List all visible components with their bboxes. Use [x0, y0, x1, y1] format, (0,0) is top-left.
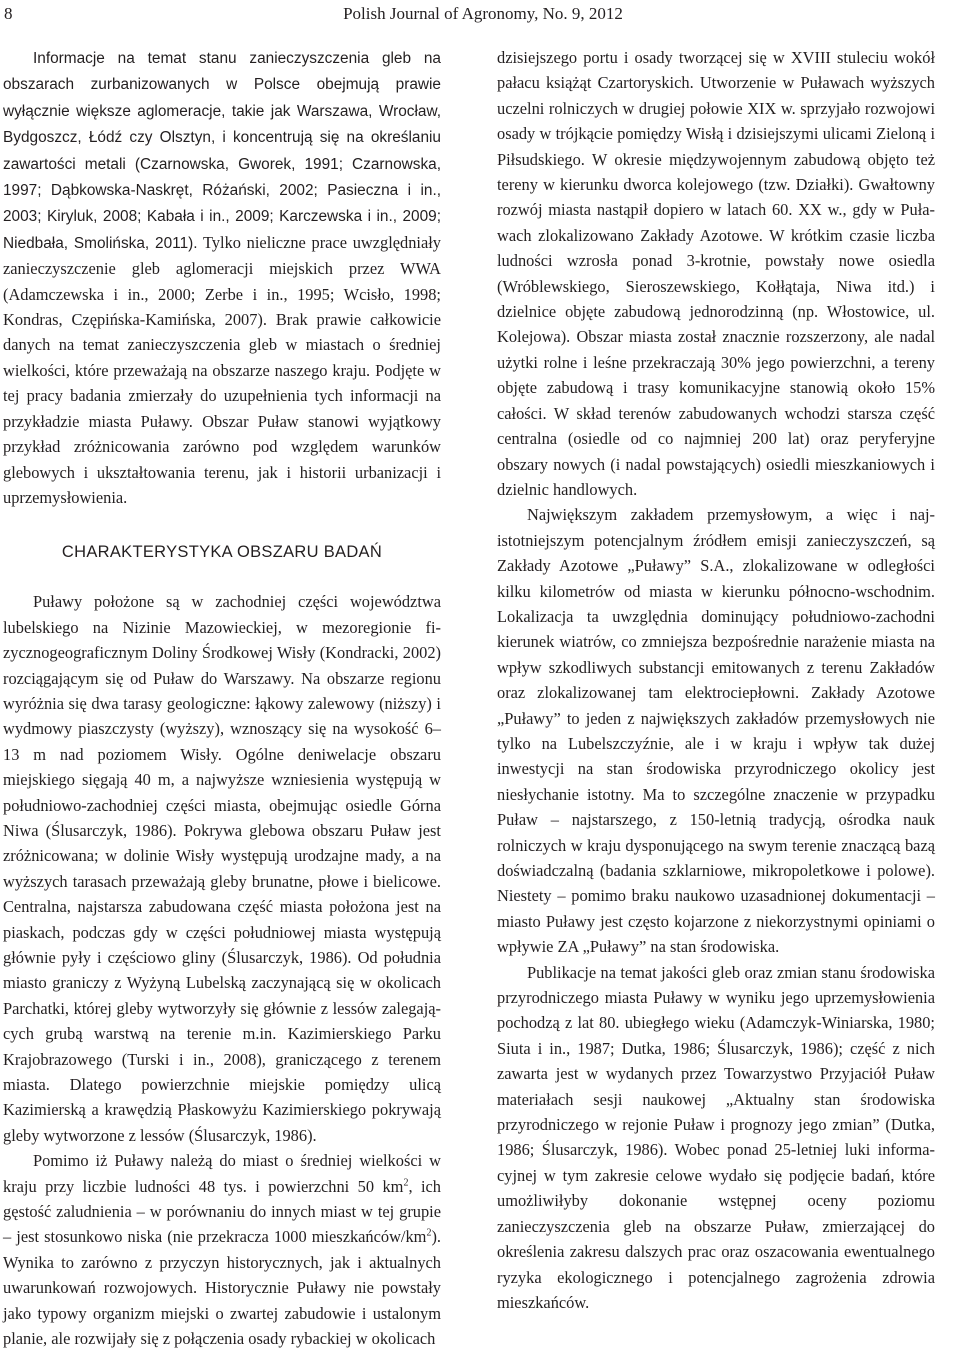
page-number: 8 — [4, 4, 13, 23]
para-2-text-a: Pomimo iż Puławy należą do miast o średniej wielkości w kraju przy liczbie ludności 48 tys. i powierzchni 50 km — [3, 1151, 441, 1196]
section-heading: CHARAKTERYSTYKA OBSZARU BADAŃ — [61, 543, 383, 562]
study-area-paragraph-2 — [3, 1148, 441, 1351]
study-area-paragraph-1: Puławy położone są w zachodniej części województwa lubelskiego na Nizinie Mazowieckiej, w mezoregionie fizycznogeograficznym Doliny Środkowej Wisły (Kondracki, 2002) rozciągającym się od Puław do Warszawy. Na obszarze regionu wyróżnia się dwa tarasy geologiczne: łąkowy zalewowy (niższy) i wydmowy piaszczysty (wyższy), wznoszący się na wysokość 6–13 m nad poziomem Wisły. Ogólne deniwelacje obszaru miejskiego sięgają 40 m, a najwyższe wzniesienia występują w południowo-zachodniej części miasta, obejmując osiedle Górna Niwa (Ślusarczyk, 1986). Pokrywa glebowa obszaru Puław jest zróżnicowana; w dolinie Wisły występują urodzajne mady, a na wyższych tarasach przeważają gleby brunatne, płowe i bielicowe. Centralna, najstarsza zabudowana część miasta położona jest na piaskach, podczas gdy w części południowej miasta występują głównie pyły i częściowo gliny (Ślusarczyk, 1986). Od południa miasto graniczy z Wyżyną Lubelską zaczynającą się w okolicach Parchatki, której gleby wytworzyły się głównie z lessów zalegających grubą warstwą na terenie m.in. Kazimierskiego Parku Krajobrazowego (Turski i in., 2008), graniczącego z terenem miasta. Dlatego powierzchnie miejskie pomiędzy ulicą Kazimierską a krawędzią Płaskowyżu Kazimierskiego pokrywają gleby wytworzone z lessów (Ślusarczyk, 1986). — [3, 592, 441, 1145]
superscript-2: 2 — [426, 1228, 432, 1239]
right-column — [497, 45, 935, 1315]
para-2-text-c: ). Wynika to zarówno z przyczyn historycznych, jak i aktualnych uwarunkowań rozwojowych. Historycznie Puławy nie powstały jako typowy organizm miejski o zwartej zabudowie i ustalonym planie, ale rozwijały się z połączenia osady rybackiej w okolicach — [3, 1227, 441, 1349]
intro-text-serif: Tylko nieliczne prace uwzględniały zanieczyszczenie gleb aglomeracji miejskich przez WWA (Adamczewska i in., 2000; Zerbe i in., 1995; Wcisło, 1998; Kondras, Czępińska-Kamińska, 2007). Brak prawie całkowicie danych na temat zanieczyszczenia gleb w miastach o średniej wielkości, które przeważają na obszarze naszego kraju. Podjęte w tej pracy badania zmierzały do uzupełnienia tych informacji na przykładzie miasta Puławy. Obszar Puław stanowi wyjątkowy przykład zróżnicowania zarówno pod względem warunków glebowych i ukształtowania terenu, jak i historii urbanizacji i uprzemysłowienia. — [3, 232, 441, 507]
continued-paragraph: dzisiejszego portu i osady tworzącej się w XVIII stuleciu wokół pałacu książąt Czartoryskich. Utworzenie w Puławach wyższych uczelni rolniczych w drugiej połowie XIX w. sprzyjało rozwojowi osady w trójkącie pomiędzy Wisłą i dzisiejszymi ulicami Zieloną i Piłsudskiego. W okresie międzywojennym zabudową objęto też tereny w kierunku dworca kolejowego (tzw. Działki). Gwałtowny rozwój miasta nastąpił dopiero w latach 60. XX w., gdy w Puławach zlokalizowano Zakłady Azotowe. W krótkim czasie liczba ludności wzrosła ponad 3-krotnie, powstały nowe osiedla (Wróblewskiego, Sieroszewskiego, Kołłątaja, Niwa itd.) i dzielnice objęte zabudową jednorodzinną (np. Włostowice, ul. Kolejowa). Obszar miasta został znacznie rozszerzony, ale nadal użytki rolne i leśne przekraczają 30% jego powierzchni, a tereny objęte zabudową i trasy komunikacyjne stanowią około 15% całości. W skład terenów zabudowanych wchodzi starsza część centralna (osiedle od co najmniej 200 lat) oraz peryferyjne obszary nowych (i nadal powstających) osiedli mieszkaniowych i dzielnic handlowych. — [497, 48, 935, 499]
intro-paragraph — [3, 45, 441, 510]
superscript-2: 2 — [403, 1177, 409, 1189]
industry-paragraph: Największym zakładem przemysłowym, a więc i najistotniejszym potencjalnym źródłem emisji zanieczyszczeń, są Zakłady Azotowe „Puławy” S.A., zlokalizowane w odległości kilku kilometrów od miasta w kierunku północno-wschodnim. Lokalizacja ta uwzględnia dominujący południowo-zachodni kierunek wiatrów, co zmniejsza bezpośrednie narażenie miasta na wpływ szkodliwych substancji emitowanych z terenu Zakładów oraz zlokalizowanej tam elektrociepłowni. Zakłady Azotowe „Puławy” to jeden z największych zakładów przemysłowych nie tylko na Lubelszczyźnie, ale i w kraju i wpływ tak dużej inwestycji na stan środowiska przyrodniczego okolicy jest niesłychanie istotny. Ma to szczególne znaczenie w przypadku Puław – najstarszego, z 150-letnią tradycją, ośrodka nauk rolniczych w kraju dysponującego na swym terenie znaczącą bazą doświadczalną (badania szklarniowe, mikropoletkowe i polowe). Niestety – pomimo braku naukowo uzasadnionej dokumentacji – miasto Puławy jest często kojarzone z niekorzystnymi opiniami o wpływie ZA „Puławy” na stan środowiska. — [497, 505, 935, 957]
intro-text-sans: Informacje na temat stanu zanieczyszczenia gleb na obszarach zurbanizowanych w Polsce obejmują prawie wyłącznie większe aglomeracje, takie jak Warszawa, Wrocław, Bydgoszcz, Łódź czy Olsztyn, i koncentrują się na określaniu zawartości metali (Czarnowska, Gworek, 1991; Czarnowska, 1997; Dąbkowska-Naskręt, Różański, 2002; Pasieczna i in., 2003; Kiryluk, 2008; Kabała i in., 2009; Karczewska i in., 2009; Niedbała, Smolińska, 2011). — [3, 50, 441, 252]
publications-paragraph: Publikacje na temat jakości gleb oraz zmian stanu środowiska przyrodniczego miasta Puławy w wyniku jego uprzemysłowienia pochodzą z lat 80. ubiegłego wieku (Adamczyk-Winiarska, 1980; Siuta i in., 1987; Dutka, 1986; Ślusarczyk, 1986); część z nich zawarta jest w wydanych przez Towarzystwo Przyjaciół Puław materiałach sesji naukowej „Aktualny stan środowiska przyrodniczego w rejonie Puław i prognozy jego zmian” (Dutka, 1986; Ślusarczyk, 1986). Wobec ponad 25-letniej luki informacyjnej w tym zakresie celowe wydało się podjęcie badań, które umożliwiłyby dokonanie wstępnej oceny poziomu zanieczyszczenia gleb na obszarze Puław, zmierzającej do określenia zakresu dalszych prac oraz oszacowania ewentualnego ryzyka ekologicznego i potencjalnego zagrożenia zdrowia mieszkańców. — [497, 962, 935, 1312]
para-2-text-b: , ich gęstość zaludnienia – w porównaniu do innych miast w tej grupie – jest stosunkowo niska (nie przekracza 1000 mieszkańców/km — [3, 1176, 441, 1247]
left-column — [3, 45, 441, 1352]
journal-running-title: Polish Journal of Agronomy, No. 9, 2012 — [343, 4, 623, 23]
page-header — [0, 2, 960, 26]
